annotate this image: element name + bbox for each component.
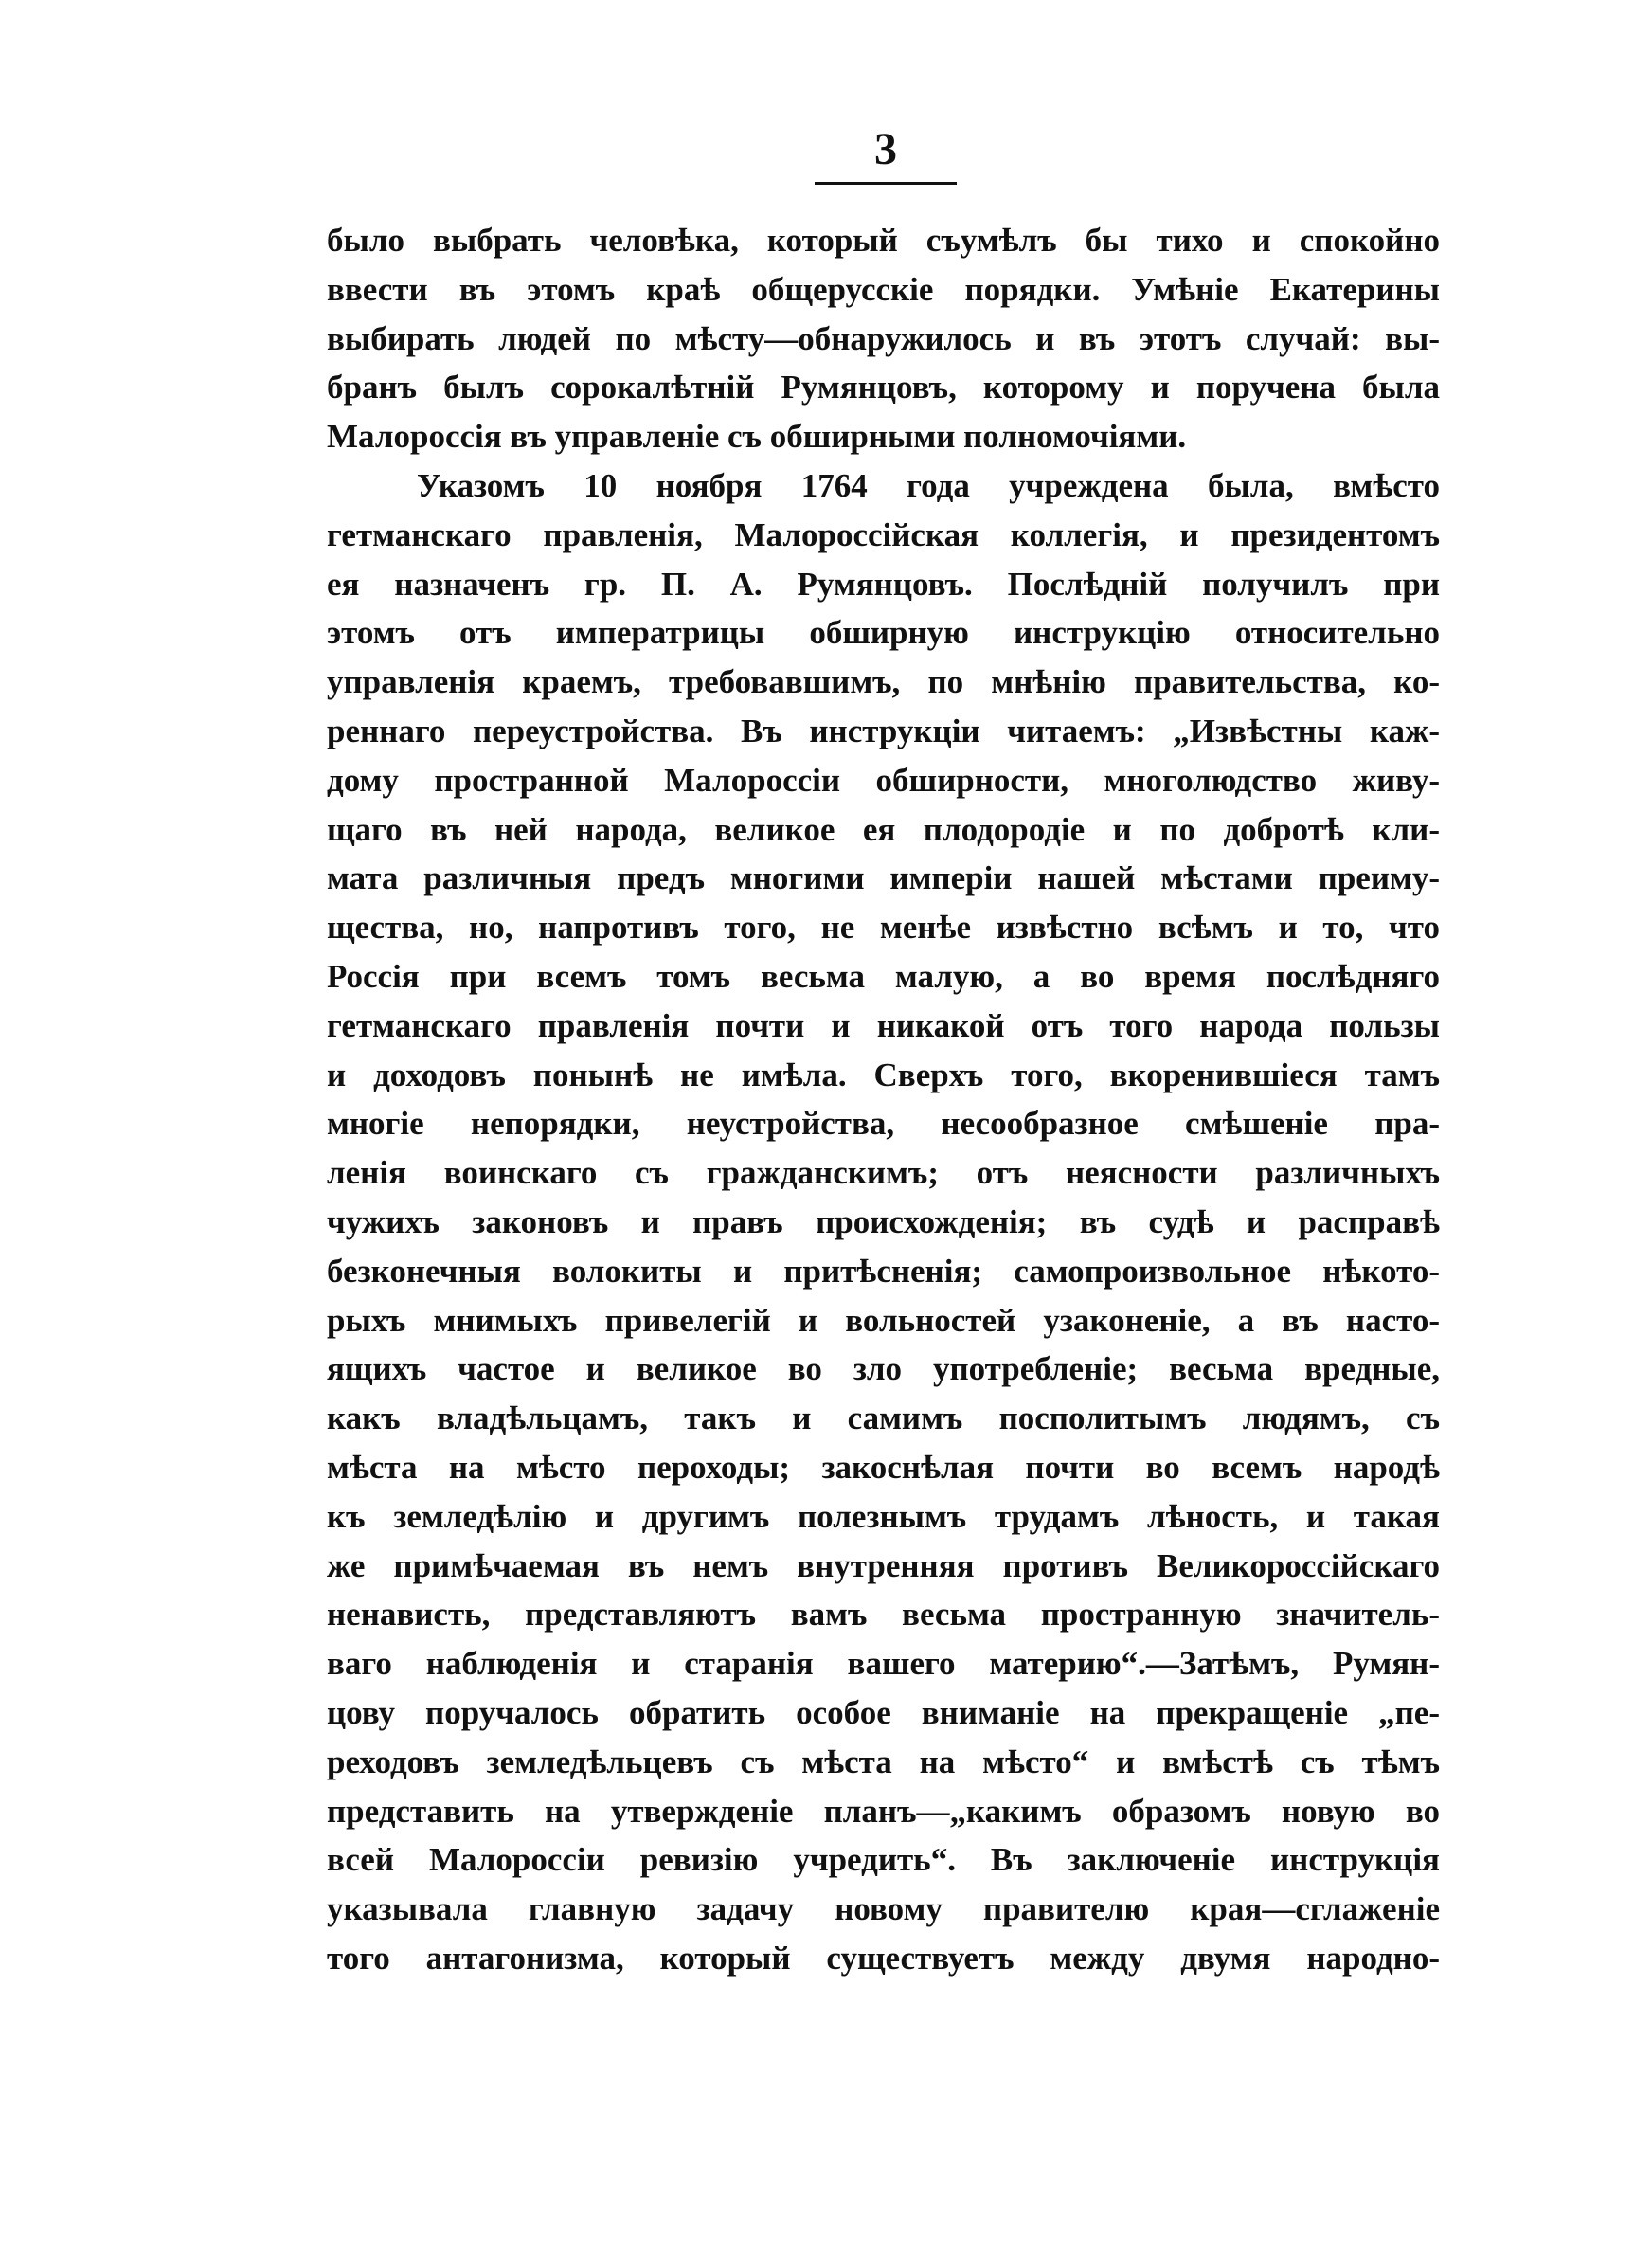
text-line: чужихъ законовъ и правъ происхожденія; въ судѣ и расправѣ (327, 1202, 1440, 1240)
text-line: рыхъ мнимыхъ привелегій и вольностей узаконеніе, а въ насто- (327, 1301, 1440, 1339)
text-line: мата различныя предъ многими имперіи нашей мѣстами преиму- (327, 859, 1440, 897)
page-number-container (815, 121, 957, 178)
text-line: Россія при всемъ томъ весьма малую, а во время послѣдняго (327, 957, 1440, 995)
text-line: ея назначенъ гр. П. А. Румянцовъ. Послѣдній получилъ при (327, 565, 1440, 603)
text-line: ненависть, представляютъ вамъ весьма пространную значитель- (327, 1596, 1440, 1634)
text-line: многіе непорядки, неустройства, несообразное смѣшеніе пра- (327, 1105, 1440, 1143)
page-number-rule (815, 182, 957, 185)
text-line: реходовъ земледѣльцевъ съ мѣста на мѣсто“ и вмѣстѣ съ тѣмъ (327, 1742, 1440, 1780)
text-line: Указомъ 10 ноября 1764 года учреждена была, вмѣсто (417, 466, 1440, 504)
text-line: управленія краемъ, требовавшимъ, по мнѣнію правительства, ко- (327, 663, 1440, 701)
text-line: было выбрать человѣка, который съумѣлъ бы тихо и спокойно (327, 222, 1440, 259)
text-line: и доходовъ понынѣ не имѣла. Сверхъ того, вкоренившіеся тамъ (327, 1056, 1440, 1093)
text-line: къ земледѣлію и другимъ полезнымъ трудамъ лѣность, и такая (327, 1497, 1440, 1535)
text-line: ящихъ частое и великое во зло употребленіе; весьма вредные, (327, 1350, 1440, 1388)
text-line: реннаго переустройства. Въ инструкціи читаемъ: „Извѣстны каж- (327, 712, 1440, 749)
text-line: какъ владѣльцамъ, такъ и самимъ посполитымъ людямъ, съ (327, 1399, 1440, 1437)
text-line: представить на утвержденіе планъ—„какимъ образомъ новую во (327, 1792, 1440, 1830)
text-line: того антагонизма, который существуетъ между двумя народно- (327, 1939, 1440, 1977)
text-line: безконечныя волокиты и притѣсненія; самопроизвольное нѣкото- (327, 1252, 1440, 1290)
text-line: ввести въ этомъ краѣ общерусскіе порядки. Умѣніе Екатерины (327, 270, 1440, 308)
text-line: ленія воинскаго съ гражданскимъ; отъ неясности различныхъ (327, 1154, 1440, 1192)
text-line: щаго въ ней народа, великое ея плодородіе и по добротѣ кли- (327, 810, 1440, 848)
text-line: этомъ отъ императрицы обширную инструкцію относительно (327, 614, 1440, 652)
text-line: же примѣчаемая въ немъ внутренняя противъ Великороссійскаго (327, 1546, 1440, 1584)
text-line: мѣста на мѣсто пероходы; закоснѣлая почти во всемъ народѣ (327, 1448, 1440, 1486)
text-line: дому пространной Малороссіи обширности, многолюдство живу- (327, 761, 1440, 799)
text-line: цову поручалось обратить особое вниманіе на прекращеніе „пе- (327, 1693, 1440, 1731)
text-line: ваго наблюденія и старанія вашего материю“.—Затѣмъ, Румян- (327, 1645, 1440, 1683)
text-line: бранъ былъ сорокалѣтній Румянцовъ, которому и поручена была (327, 369, 1440, 406)
text-line: выбирать людей по мѣсту—обнаружилось и въ этотъ случай: вы- (327, 319, 1440, 357)
text-line: щества, но, напротивъ того, не менѣе извѣстно всѣмъ и то, что (327, 909, 1440, 947)
text-line: Малороссія въ управленіе съ обширными полномочіями. (327, 418, 1187, 456)
page-number: 3 (874, 124, 897, 174)
text-line: гетманскаго правленія, Малороссійская коллегія, и президентомъ (327, 515, 1440, 553)
body-text (327, 216, 1440, 1983)
text-line: гетманскаго правленія почти и никакой отъ того народа пользы (327, 1006, 1440, 1044)
text-line: указывала главную задачу новому правителю края—сглаженіе (327, 1890, 1440, 1928)
text-line: всей Малороссіи ревизію учредить“. Въ заключеніе инструкція (327, 1841, 1440, 1879)
